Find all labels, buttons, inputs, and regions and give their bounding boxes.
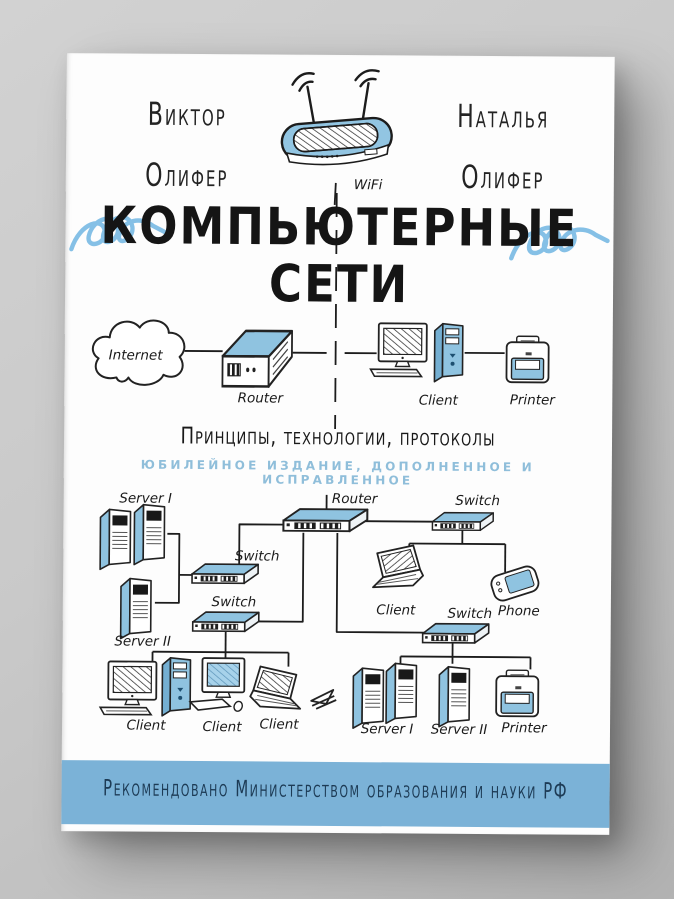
- client-laptop-right: [373, 545, 423, 587]
- label-client-desktop: Client: [126, 717, 166, 734]
- book-cover: [61, 53, 614, 835]
- book-title: [65, 197, 614, 315]
- network-diagram: [99, 489, 550, 738]
- recommendation-band: [61, 760, 609, 828]
- client-monitor: [370, 323, 426, 376]
- server2-tower: [121, 578, 151, 638]
- server1b-tower-a: [353, 668, 383, 728]
- label-printer-bottom: Printer: [501, 720, 547, 737]
- switch-a-device: [192, 564, 258, 583]
- switch-c-device: [193, 612, 259, 631]
- router-label: Router: [237, 390, 284, 407]
- network-links: [152, 520, 531, 670]
- client-laptop-bottom: [250, 666, 300, 708]
- client-label: Client: [418, 392, 458, 409]
- edition-note: ЮБИЛЕЙНОЕ ИЗДАНИЕ, ДОПОЛНЕННОЕ И ИСПРАВЛЕННОЕ: [140, 457, 535, 488]
- label-client-laptop: Client: [259, 716, 299, 733]
- author-right-last: Олифер: [461, 160, 545, 198]
- router-device: [283, 509, 367, 531]
- label-server1-top: Server I: [119, 490, 172, 507]
- switch-d-device: [423, 624, 489, 643]
- author-left-first: Виктор: [147, 97, 227, 135]
- author-left: [102, 85, 273, 208]
- label-switch-a: Switch: [234, 548, 280, 565]
- internet-cloud: [93, 320, 185, 385]
- client-tower: [434, 324, 462, 382]
- client-monitor-center: [190, 658, 244, 712]
- title-line2: СЕТИ: [268, 253, 410, 315]
- phone-device: [489, 564, 541, 603]
- piter-publisher-logo: [311, 690, 336, 709]
- label-phone: Phone: [497, 603, 540, 620]
- author-left-last: Олифер: [145, 158, 229, 195]
- book-subtitle: Принципы, технологии, протоколы: [180, 422, 496, 452]
- author-right: [418, 88, 589, 211]
- internet-label: Internet: [108, 347, 163, 364]
- server1-tower-a: [100, 509, 130, 569]
- switch-b-device: [432, 513, 493, 531]
- label-client-right: Client: [376, 602, 416, 619]
- server1-tower-b: [134, 505, 164, 565]
- printer-device-bottom: [496, 670, 538, 716]
- server1b-tower-b: [386, 663, 416, 723]
- label-client-monitor: Client: [202, 719, 242, 736]
- wifi-label: WiFi: [353, 177, 383, 194]
- recommendation-text: Рекомендовано Министерством образования и науки РФ: [102, 774, 569, 805]
- client-desktop-tower: [162, 658, 190, 716]
- title-line1: КОМПЬЮТЕРНЫЕ: [100, 195, 579, 259]
- router-device: [222, 331, 292, 387]
- label-server1-bottom: Server I: [360, 721, 414, 738]
- label-switch-d: Switch: [447, 605, 493, 623]
- client-desktop-monitor: [100, 661, 156, 714]
- printer-label: Printer: [509, 392, 555, 409]
- server2b-tower: [439, 667, 469, 727]
- label-router: Router: [331, 490, 378, 508]
- label-server2-top: Server II: [114, 633, 171, 650]
- top-diagram: [92, 320, 556, 409]
- author-right-first: Наталья: [457, 99, 550, 137]
- label-switch-b: Switch: [455, 492, 500, 510]
- label-switch-c: Switch: [211, 594, 257, 611]
- label-server2-bottom: Server II: [430, 721, 488, 739]
- printer-device: [506, 336, 548, 382]
